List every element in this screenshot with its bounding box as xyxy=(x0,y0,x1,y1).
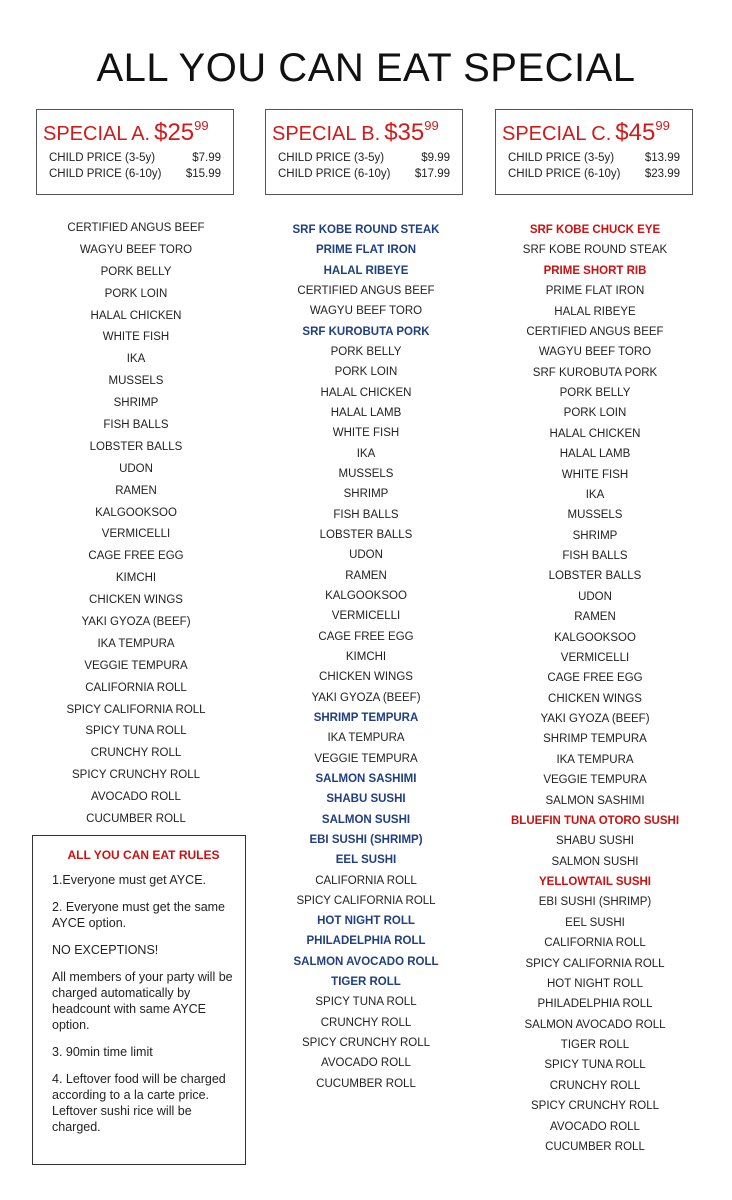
menu-item: LOBSTER BALLS xyxy=(319,528,413,541)
menu-item: FISH BALLS xyxy=(333,508,399,521)
menu-item: CHICKEN WINGS xyxy=(548,692,642,705)
menu-item: SPICY CRUNCHY ROLL xyxy=(530,1100,660,1113)
menu-item: HALAL CHICKEN xyxy=(320,386,412,399)
rule-item: 2. Everyone must get the same AYCE option. xyxy=(52,900,226,930)
menu-item: EEL SUSHI xyxy=(565,916,625,929)
special-b-child-row-1 xyxy=(278,152,450,164)
child-price-label: CHILD PRICE (3-5y) xyxy=(49,152,156,164)
menu-item: CALIFORNIA ROLL xyxy=(315,874,417,887)
menu-item: SHRIMP xyxy=(572,529,618,542)
menu-item: AVOCADO ROLL xyxy=(550,1120,640,1133)
menu-item: SPICY TUNA ROLL xyxy=(315,996,417,1009)
menu-item: MUSSELS xyxy=(108,375,164,388)
special-a-child-row-1 xyxy=(49,152,221,164)
menu-item: PRIME FLAT IRON xyxy=(315,244,417,257)
menu-item: FISH BALLS xyxy=(103,419,169,432)
menu-item: HALAL CHICKEN xyxy=(90,309,182,322)
menu-item: SPICY TUNA ROLL xyxy=(544,1059,646,1072)
menu-item: CERTIFIED ANGUS BEEF xyxy=(67,222,205,234)
menu-item: UDON xyxy=(578,590,612,603)
menu-item: KALGOOKSOO xyxy=(95,506,177,519)
special-b-price: $35 xyxy=(384,119,425,146)
rule-item: 4. Leftover food will be charged according to a la carte price. Leftover sushi rice will be charged. xyxy=(52,1072,226,1134)
menu-item: SRF KUROBUTA PORK xyxy=(302,325,430,338)
menu-item: PORK LOIN xyxy=(334,366,398,379)
menu-item: PHILADELPHIA ROLL xyxy=(537,998,653,1011)
menu-item: IKA TEMPURA xyxy=(556,753,634,766)
menu-item: IKA xyxy=(585,488,605,501)
menu-item: MUSSELS xyxy=(567,509,623,522)
menu-item: CAGE FREE EGG xyxy=(318,630,414,643)
menu-item: WAGYU BEEF TORO xyxy=(79,243,193,256)
menu-item: CERTIFIED ANGUS BEEF xyxy=(297,284,435,297)
menu-item: UDON xyxy=(119,462,153,475)
menu-item: SHABU SUSHI xyxy=(556,835,634,848)
child-price-value: $15.99 xyxy=(185,168,221,180)
menu-item: PHILADELPHIA ROLL xyxy=(306,935,426,948)
rule-item: All members of your party will be charged automatically by headcount with same AYCE option. xyxy=(52,970,233,1032)
menu-item: SHABU SUSHI xyxy=(326,793,406,806)
child-price-value: $7.99 xyxy=(192,152,221,164)
child-price-label: CHILD PRICE (6-10y) xyxy=(278,168,391,180)
menu-item: HALAL CHICKEN xyxy=(549,427,641,440)
special-c-price: $45 xyxy=(615,119,656,146)
menu-item: KIMCHI xyxy=(115,572,157,585)
rule-item: NO EXCEPTIONS! xyxy=(52,943,159,957)
menu-item: WHITE FISH xyxy=(332,427,400,440)
menu-item: VEGGIE TEMPURA xyxy=(543,774,647,787)
child-price-label: CHILD PRICE (6-10y) xyxy=(508,168,621,180)
menu-item: EBI SUSHI (SHRIMP) xyxy=(538,896,652,909)
menu-item: HALAL RIBEYE xyxy=(554,305,636,318)
menu-item: KALGOOKSOO xyxy=(554,631,636,644)
menu-item: LOBSTER BALLS xyxy=(89,440,183,453)
menu-item: HALAL RIBEYE xyxy=(323,264,409,277)
menu-item: HOT NIGHT ROLL xyxy=(546,977,644,990)
menu-item: LOBSTER BALLS xyxy=(548,570,642,583)
special-a-box xyxy=(36,109,234,195)
menu-item: CUCUMBER ROLL xyxy=(316,1077,416,1090)
special-c-name: SPECIAL C. xyxy=(502,123,612,145)
menu-item: CRUNCHY ROLL xyxy=(549,1079,641,1092)
menu-item: CUCUMBER ROLL xyxy=(545,1140,645,1153)
menu-item: TIGER ROLL xyxy=(560,1039,630,1051)
rule-item: 1.Everyone must get AYCE. xyxy=(52,873,207,887)
menu-item: SALMON SASHIMI xyxy=(315,772,417,785)
special-c-price-cents: 99 xyxy=(655,118,670,133)
special-b-menu-list xyxy=(266,220,466,1094)
special-b-header xyxy=(272,118,439,147)
menu-item: SRF KOBE CHUCK EYE xyxy=(529,224,661,236)
rules-title: ALL YOU CAN EAT RULES xyxy=(67,848,220,862)
menu-item: RAMEN xyxy=(345,569,387,582)
menu-item: AVOCADO ROLL xyxy=(91,791,181,804)
child-price-label: CHILD PRICE (3-5y) xyxy=(278,152,385,164)
special-a-menu-list xyxy=(36,218,236,831)
menu-item: TIGER ROLL xyxy=(331,976,401,989)
menu-item: SHRIMP xyxy=(343,488,389,501)
menu-item: CAGE FREE EGG xyxy=(88,550,184,563)
menu-item: BLUEFIN TUNA OTORO SUSHI xyxy=(510,814,680,827)
menu-item: SALMON SUSHI xyxy=(321,813,411,826)
menu-item: SHRIMP TEMPURA xyxy=(313,711,419,724)
menu-item: SHRIMP TEMPURA xyxy=(543,733,647,746)
menu-item: YAKI GYOZA (BEEF) xyxy=(81,616,191,629)
menu-item: RAMEN xyxy=(574,611,616,624)
menu-item: EBI SUSHI (SHRIMP) xyxy=(309,833,423,846)
menu-item: CALIFORNIA ROLL xyxy=(85,681,187,694)
menu-item: SALMON SASHIMI xyxy=(545,794,645,807)
special-c-box xyxy=(495,109,693,195)
menu-item: SRF KOBE ROUND STEAK xyxy=(292,224,440,236)
menu-item: PRIME FLAT IRON xyxy=(545,285,645,298)
special-c-header xyxy=(502,118,670,147)
menu-item: IKA TEMPURA xyxy=(327,732,405,745)
menu-item: HALAL LAMB xyxy=(330,406,402,419)
menu-item: CHICKEN WINGS xyxy=(319,671,413,684)
menu-item: IKA xyxy=(126,353,146,366)
menu-item: CRUNCHY ROLL xyxy=(90,747,182,760)
special-a-price-cents: 99 xyxy=(194,118,209,133)
child-price-value: $13.99 xyxy=(644,152,680,164)
menu-item: PORK LOIN xyxy=(104,287,168,300)
menu-item: CHICKEN WINGS xyxy=(89,594,183,607)
menu-item: SPICY TUNA ROLL xyxy=(85,725,187,738)
menu-item: VERMICELLI xyxy=(101,528,171,541)
menu-item: SPICY CRUNCHY ROLL xyxy=(301,1037,431,1050)
special-a-header xyxy=(43,118,209,147)
menu-item: SRF KUROBUTA PORK xyxy=(532,366,658,379)
menu-item: HOT NIGHT ROLL xyxy=(317,915,415,928)
menu-item: PORK BELLY xyxy=(330,345,402,358)
menu-item: VERMICELLI xyxy=(560,651,630,664)
special-b-name: SPECIAL B. xyxy=(272,123,381,145)
menu-item: IKA TEMPURA xyxy=(97,637,175,650)
special-c-child-row-2 xyxy=(508,168,680,180)
child-price-label: CHILD PRICE (3-5y) xyxy=(508,152,615,164)
menu-item: CALIFORNIA ROLL xyxy=(544,937,646,950)
ayce-rules-box xyxy=(32,835,246,1165)
menu-item: KIMCHI xyxy=(345,650,387,663)
menu-item: HALAL LAMB xyxy=(559,448,631,461)
menu-item: CAGE FREE EGG xyxy=(547,672,643,685)
menu-item: SALMON AVOCADO ROLL xyxy=(293,955,439,968)
menu-item: YAKI GYOZA (BEEF) xyxy=(311,691,421,704)
special-c-child-row-1 xyxy=(508,152,680,164)
menu-item: YELLOWTAIL SUSHI xyxy=(538,876,652,888)
menu-item: PORK BELLY xyxy=(100,265,172,278)
special-a-child-row-2 xyxy=(49,168,221,180)
menu-item: WAGYU BEEF TORO xyxy=(309,305,423,318)
menu-item: VEGGIE TEMPURA xyxy=(84,659,188,672)
child-price-label: CHILD PRICE (6-10y) xyxy=(49,168,162,180)
menu-item: SPICY CALIFORNIA ROLL xyxy=(525,957,665,970)
child-price-value: $23.99 xyxy=(644,168,680,180)
menu-item: EEL SUSHI xyxy=(335,854,397,867)
special-b-price-cents: 99 xyxy=(424,118,439,133)
special-a-price: $25 xyxy=(154,119,195,146)
menu-item: SPICY CALIFORNIA ROLL xyxy=(296,894,436,907)
menu-item: CERTIFIED ANGUS BEEF xyxy=(526,325,664,338)
menu-item: SALMON AVOCADO ROLL xyxy=(524,1018,666,1031)
special-a-name: SPECIAL A. xyxy=(43,123,151,145)
menu-item: AVOCADO ROLL xyxy=(321,1057,411,1070)
special-b-box xyxy=(265,109,463,195)
menu-item: UDON xyxy=(349,549,383,562)
page-title: ALL YOU CAN EAT SPECIAL xyxy=(96,46,636,90)
special-b-child-row-2 xyxy=(278,168,450,180)
menu-item: PORK LOIN xyxy=(563,407,627,420)
child-price-value: $9.99 xyxy=(421,152,450,164)
menu-item: PORK BELLY xyxy=(559,387,631,399)
special-c-menu-list xyxy=(495,220,695,1157)
menu-item: WHITE FISH xyxy=(561,468,629,481)
rule-item: 3. 90min time limit xyxy=(52,1045,153,1059)
menu-item: YAKI GYOZA (BEEF) xyxy=(540,713,650,725)
menu-item: SALMON SUSHI xyxy=(551,855,639,868)
menu-item: KALGOOKSOO xyxy=(325,589,407,602)
menu-item: SPICY CRUNCHY ROLL xyxy=(71,769,201,782)
menu-item: SHRIMP xyxy=(113,397,159,410)
menu-item: FISH BALLS xyxy=(562,550,628,562)
menu-item: MUSSELS xyxy=(338,467,394,480)
menu-item: WAGYU BEEF TORO xyxy=(538,346,652,359)
menu-item: WHITE FISH xyxy=(102,331,170,344)
menu-item: PRIME SHORT RIB xyxy=(543,264,647,277)
menu-item: IKA xyxy=(356,447,376,460)
child-price-value: $17.99 xyxy=(414,168,450,180)
menu-item: RAMEN xyxy=(115,484,157,497)
menu-item: SRF KOBE ROUND STEAK xyxy=(522,244,668,257)
menu-item: CUCUMBER ROLL xyxy=(86,813,186,826)
menu-item: VERMICELLI xyxy=(331,610,401,623)
menu-item: SPICY CALIFORNIA ROLL xyxy=(66,703,206,716)
menu-item: VEGGIE TEMPURA xyxy=(314,752,418,765)
menu-item: CRUNCHY ROLL xyxy=(320,1016,412,1029)
